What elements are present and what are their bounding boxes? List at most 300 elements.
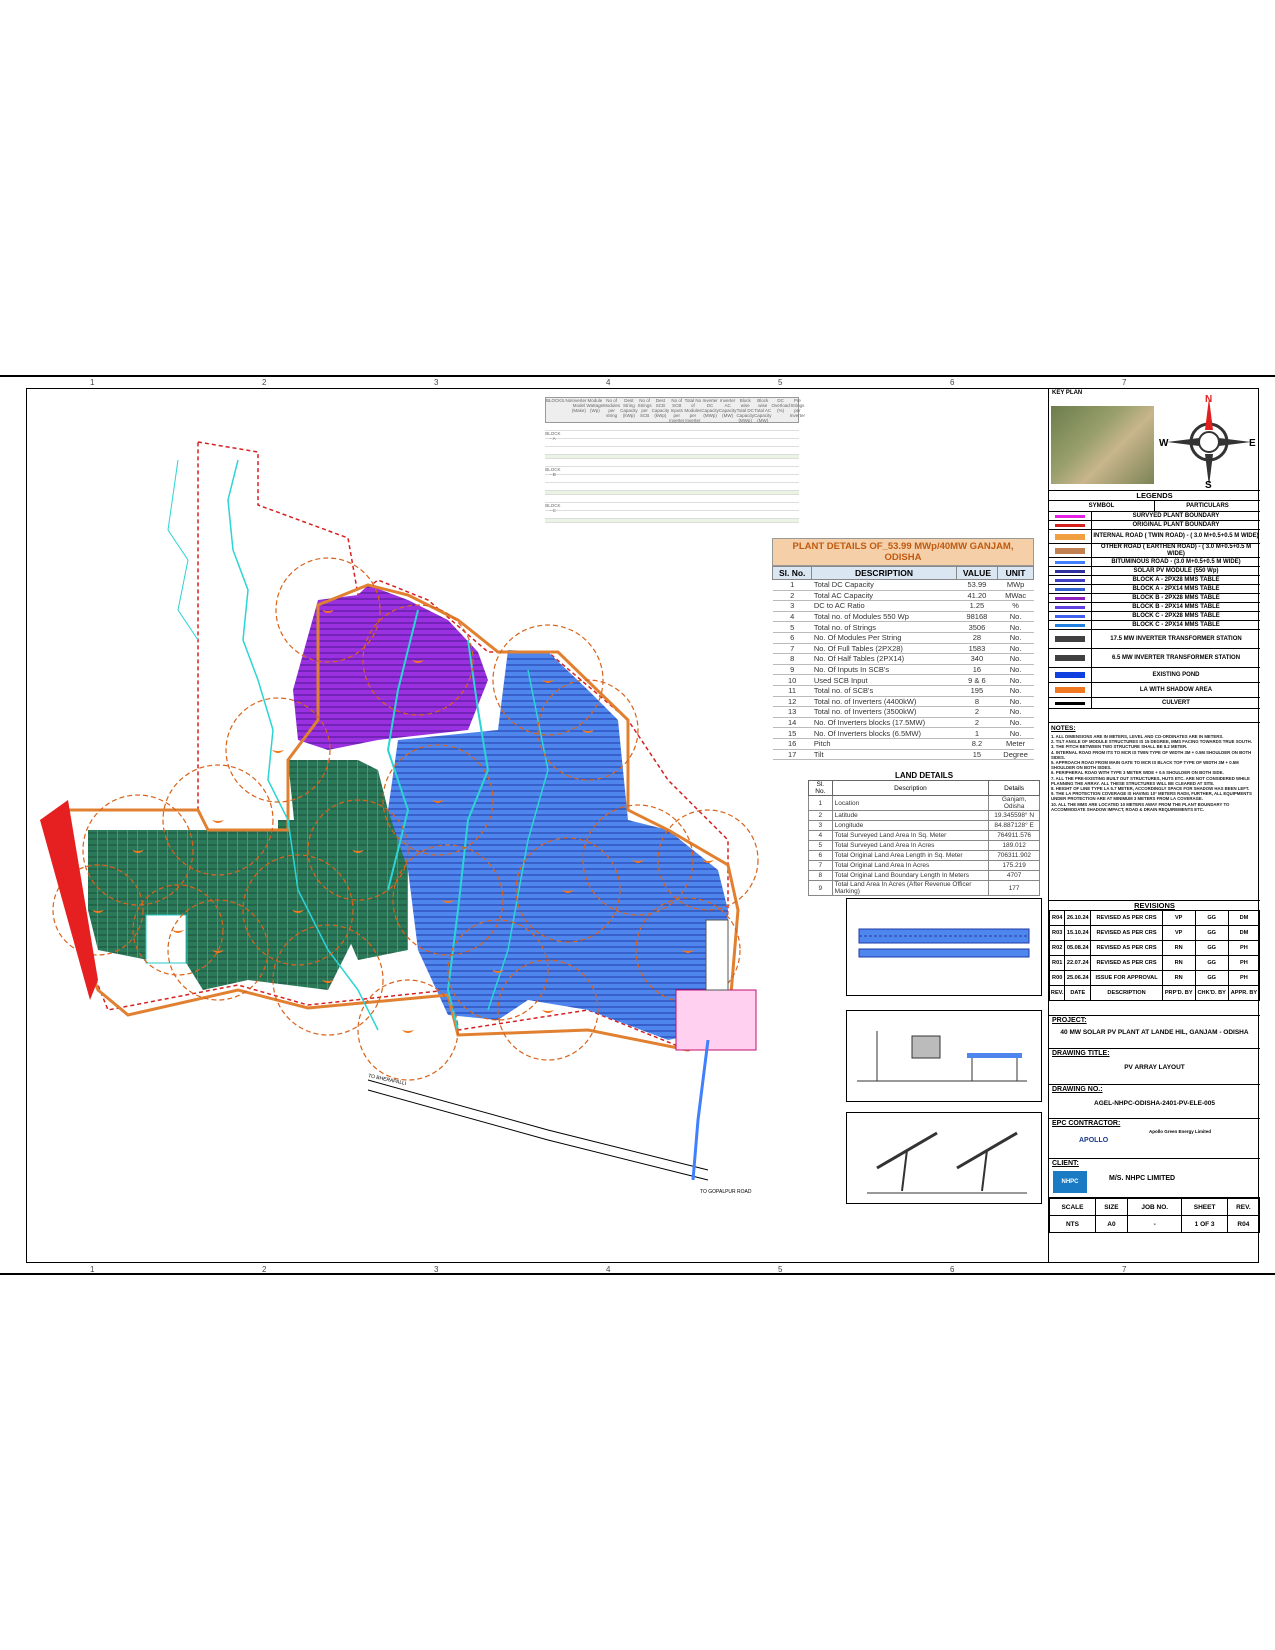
block-table-cell bbox=[561, 475, 577, 482]
legend-label: 17.5 MW INVERTER TRANSFORMER STATION bbox=[1110, 635, 1242, 642]
revision-row bbox=[1050, 926, 1260, 941]
table-cell: 5 bbox=[773, 622, 812, 633]
table-cell: 12 bbox=[773, 696, 812, 707]
block-table-cell bbox=[751, 459, 767, 466]
block-table-cell bbox=[767, 467, 783, 474]
block-table-cell bbox=[767, 511, 783, 518]
column-number: 2 bbox=[262, 378, 267, 387]
revision-cell: GG bbox=[1195, 956, 1228, 971]
table-cell: Total no. of Strings bbox=[812, 622, 956, 633]
revision-cell: RN bbox=[1162, 941, 1195, 956]
block-table-cell bbox=[561, 423, 577, 430]
block-c-14-icon bbox=[1055, 624, 1085, 627]
table-cell: 4 bbox=[809, 831, 833, 841]
block-table-cell bbox=[704, 439, 720, 446]
block-table-cell bbox=[593, 495, 609, 502]
table-row bbox=[773, 611, 1034, 622]
mms-structure-detail bbox=[846, 1112, 1042, 1204]
legend-row bbox=[1049, 512, 1260, 521]
block-name: BLOCK - B bbox=[545, 467, 561, 477]
block-table-header: Module Wattage (Wp) bbox=[586, 398, 604, 413]
column-number: 2 bbox=[262, 1265, 267, 1274]
legend-row bbox=[1049, 612, 1260, 621]
road-section-detail bbox=[846, 1010, 1042, 1102]
legend-symbol bbox=[1049, 668, 1092, 682]
table-cell: Total no. of SCB's bbox=[812, 685, 956, 696]
block-table-header: Inverter Model (Make) bbox=[571, 398, 587, 413]
notes-section bbox=[1049, 723, 1260, 901]
block-name: BLOCK - C bbox=[545, 503, 561, 513]
table-cell: 175.219 bbox=[989, 861, 1040, 871]
block-table-cell bbox=[720, 503, 736, 510]
revision-cell: GG bbox=[1195, 971, 1228, 986]
table-cell: 7 bbox=[773, 643, 812, 654]
note-item: 3. THE PITCH BETWEEN TWO STRUCTURE SHALL BE 8.2 METER. bbox=[1051, 744, 1188, 750]
legend-label: BLOCK A - 2PX14 MMS TABLE bbox=[1132, 585, 1220, 592]
block-table-cell bbox=[672, 495, 688, 502]
table-cell: 4 bbox=[773, 611, 812, 622]
revision-cell: RN bbox=[1162, 971, 1195, 986]
block-table-cell bbox=[751, 447, 767, 454]
key-plan-section bbox=[1049, 388, 1260, 491]
block-table-cell bbox=[751, 431, 767, 438]
table-row bbox=[773, 601, 1034, 612]
block-table-cell bbox=[688, 495, 704, 502]
table-cell: Total Surveyed Land Area In Acres bbox=[832, 841, 989, 851]
block-table-cell bbox=[783, 467, 799, 474]
block-table-cell bbox=[767, 483, 783, 490]
legend-row bbox=[1049, 630, 1260, 649]
sheet-info-section bbox=[1049, 1198, 1260, 1263]
block-table-cell bbox=[577, 503, 593, 510]
revision-cell: DM bbox=[1228, 926, 1259, 941]
block-table-cell bbox=[640, 495, 656, 502]
block-table-cell bbox=[624, 475, 640, 482]
revision-cell: 05.08.24 bbox=[1065, 941, 1091, 956]
drawing-title-section bbox=[1049, 1049, 1260, 1085]
table-cell: No. bbox=[998, 707, 1034, 718]
block-table-cell bbox=[577, 447, 593, 454]
legend-label: BLOCK C - 2PX14 MMS TABLE bbox=[1132, 621, 1220, 628]
block-table-cell bbox=[704, 459, 720, 466]
block-table-cell bbox=[736, 423, 752, 430]
table-cell: 16 bbox=[773, 738, 812, 749]
table-cell: 706311.902 bbox=[989, 851, 1040, 861]
legend-label: 6.5 MW INVERTER TRANSFORMER STATION bbox=[1111, 654, 1241, 661]
block-table-cell bbox=[720, 423, 736, 430]
block-table-cell bbox=[561, 431, 577, 438]
land-details-title: LAND DETAILS bbox=[894, 771, 954, 780]
table-cell: No. bbox=[998, 685, 1034, 696]
legend-label: BLOCK C - 2PX28 MMS TABLE bbox=[1132, 612, 1220, 619]
block-table-cell bbox=[656, 431, 672, 438]
block-table-cell bbox=[577, 459, 593, 466]
block-table-header: DC Overload (%) bbox=[771, 398, 790, 413]
table-cell: Total Surveyed Land Area In Sq. Meter bbox=[832, 831, 989, 841]
legend-row bbox=[1049, 649, 1260, 668]
block-table-cell bbox=[688, 467, 704, 474]
block-table-row bbox=[545, 511, 799, 519]
table-cell: 6 bbox=[773, 632, 812, 643]
column-number: 6 bbox=[950, 378, 955, 387]
table-cell: Used SCB Input bbox=[812, 675, 956, 686]
revision-cell: R04 bbox=[1050, 911, 1065, 926]
revision-cell: 22.07.24 bbox=[1065, 956, 1091, 971]
epc-label: EPC CONTRACTOR: bbox=[1052, 1120, 1121, 1127]
legend-label: BLOCK A - 2PX28 MMS TABLE bbox=[1132, 576, 1220, 583]
block-name bbox=[545, 423, 561, 430]
block-table-header: S.No bbox=[561, 398, 572, 403]
revision-cell: GG bbox=[1195, 911, 1228, 926]
block-table-cell bbox=[609, 459, 625, 466]
legend-label: OTHER ROAD ( EARTHEN ROAD) - ( 3.0 M+0.5+0.5 M WIDE) bbox=[1100, 543, 1252, 557]
legend-row bbox=[1049, 621, 1260, 630]
block-a-28-icon bbox=[1055, 579, 1085, 582]
block-table-cell bbox=[751, 467, 767, 474]
block-name bbox=[545, 459, 561, 466]
column-number: 5 bbox=[778, 1265, 783, 1274]
table-row bbox=[809, 796, 1040, 811]
legend-title: LEGENDS bbox=[1049, 491, 1260, 501]
sheet-info-value: NTS bbox=[1050, 1216, 1096, 1233]
twin-road-icon bbox=[1055, 534, 1085, 540]
table-cell: 4707 bbox=[989, 871, 1040, 881]
column-number: 1 bbox=[90, 378, 95, 387]
block-table-cell bbox=[688, 439, 704, 446]
revision-header: DATE bbox=[1065, 986, 1091, 1001]
block-table-cell bbox=[672, 431, 688, 438]
revision-header: CHK'D. BY bbox=[1195, 986, 1228, 1001]
block-table-cell bbox=[736, 459, 752, 466]
table-cell: DC to AC Ratio bbox=[812, 601, 956, 612]
block-table-cell bbox=[704, 447, 720, 454]
block-table-cell bbox=[720, 439, 736, 446]
block-b-14-icon bbox=[1055, 606, 1085, 609]
plant-details-header: Sl. No. bbox=[773, 567, 812, 580]
land-details-header: Sl. No. bbox=[809, 781, 833, 796]
legend-symbol bbox=[1049, 603, 1092, 611]
sheet-info-value: - bbox=[1127, 1216, 1182, 1233]
revision-header: PRP'D. BY bbox=[1162, 986, 1195, 1001]
block-table-cell bbox=[640, 475, 656, 482]
drawing-number-section bbox=[1049, 1085, 1260, 1119]
table-row bbox=[773, 664, 1034, 675]
legend-label: LA WITH SHADOW AREA bbox=[1139, 686, 1213, 693]
block-table-cell bbox=[767, 459, 783, 466]
table-cell: 2 bbox=[809, 811, 833, 821]
epc-section bbox=[1049, 1119, 1260, 1159]
revision-cell: 25.06.24 bbox=[1065, 971, 1091, 986]
table-cell: MWp bbox=[998, 580, 1034, 591]
table-cell: 13 bbox=[773, 707, 812, 718]
block-table-cell bbox=[656, 483, 672, 490]
key-plan-satellite-image bbox=[1051, 406, 1154, 484]
block-table-row bbox=[545, 503, 799, 511]
la-marker bbox=[402, 1030, 414, 1033]
block-table-cell bbox=[704, 431, 720, 438]
table-elevation-drawing bbox=[847, 899, 1041, 995]
block-table-row bbox=[545, 431, 799, 439]
legend-label: EXISTING POND bbox=[1152, 671, 1200, 678]
block-table-cell bbox=[593, 459, 609, 466]
block-table-cell bbox=[593, 447, 609, 454]
block-table-cell bbox=[640, 467, 656, 474]
legend-row bbox=[1049, 594, 1260, 603]
table-cell: Ganjam, Odisha bbox=[989, 796, 1040, 811]
block-table-cell bbox=[672, 467, 688, 474]
compass-icon bbox=[1159, 390, 1259, 490]
compass-s: S bbox=[1205, 480, 1212, 491]
block-b-area bbox=[293, 585, 488, 750]
block-table-cell bbox=[720, 511, 736, 518]
table-cell: MWac bbox=[998, 590, 1034, 601]
block-table-cell bbox=[640, 439, 656, 446]
table-row bbox=[773, 654, 1034, 665]
block-table-cell bbox=[736, 447, 752, 454]
table-cell: 2 bbox=[956, 707, 998, 718]
block-table-cell bbox=[720, 447, 736, 454]
table-cell: % bbox=[998, 601, 1034, 612]
drawing-title: PV ARRAY LAYOUT bbox=[1124, 1064, 1185, 1071]
earthen-road-icon bbox=[1055, 548, 1085, 554]
block-table-cell bbox=[767, 503, 783, 510]
legend-label: CULVERT bbox=[1162, 699, 1190, 706]
table-row bbox=[773, 696, 1034, 707]
block-table-cell bbox=[767, 447, 783, 454]
note-item: 7. ALL THE PRE-EXISTING BUILT OUT STRUCTURES, HUTS ETC. ARE NOT CONSIDERED WHILE PLANNING THE ARRAY. ALL THESE STRUCTURES WILL BE CLEARED AT SITE. bbox=[1051, 775, 1250, 786]
block-table-header: No of Strings per SCB bbox=[637, 398, 652, 418]
legend-row bbox=[1049, 521, 1260, 530]
block-table-cell bbox=[751, 439, 767, 446]
block-table-cell bbox=[609, 439, 625, 446]
legend-symbol bbox=[1049, 698, 1092, 708]
legend-row bbox=[1049, 603, 1260, 612]
block-table-cell bbox=[751, 475, 767, 482]
block-name bbox=[545, 447, 561, 454]
block-table-cell bbox=[736, 475, 752, 482]
table-cell: Total Original Land Boundary Length In Meters bbox=[832, 871, 989, 881]
revision-header: DESCRIPTION bbox=[1091, 986, 1163, 1001]
block-table-cell bbox=[767, 439, 783, 446]
drawing-number: AGEL-NHPC-ODISHA-2401-PV-ELE-005 bbox=[1094, 1100, 1215, 1107]
block-table-cell bbox=[688, 431, 704, 438]
project-name: 40 MW SOLAR PV PLANT AT LANDE HIL, GANJAM - ODISHA bbox=[1060, 1029, 1249, 1036]
block-table-separator bbox=[545, 519, 799, 523]
block-table-cell bbox=[720, 459, 736, 466]
block-table-cell bbox=[577, 511, 593, 518]
block-table-cell bbox=[767, 475, 783, 482]
table-cell: No. bbox=[998, 654, 1034, 665]
plant-details-header: DESCRIPTION bbox=[812, 567, 956, 580]
legend-symbol-header: SYMBOL bbox=[1049, 501, 1155, 511]
legend-particulars-header: PARTICULARS bbox=[1186, 502, 1229, 509]
block-table-cell bbox=[736, 483, 752, 490]
table-cell: Total DC Capacity bbox=[812, 580, 956, 591]
block-table-cell bbox=[640, 483, 656, 490]
block-table-cell bbox=[704, 483, 720, 490]
revision-cell: VP bbox=[1162, 926, 1195, 941]
block-name bbox=[545, 495, 561, 502]
legend-row bbox=[1049, 576, 1260, 585]
pv-module-icon bbox=[1055, 570, 1085, 573]
block-table-row bbox=[545, 495, 799, 503]
block-table-cell bbox=[577, 431, 593, 438]
table-cell: 1583 bbox=[956, 643, 998, 654]
block-name bbox=[545, 483, 561, 490]
table-cell: Total AC Capacity bbox=[812, 590, 956, 601]
legend-symbol bbox=[1049, 558, 1092, 566]
key-plan-label: KEY PLAN bbox=[1052, 390, 1083, 396]
revision-row bbox=[1050, 941, 1260, 956]
block-table-cell bbox=[720, 475, 736, 482]
table-cell: 41.20 bbox=[956, 590, 998, 601]
notes-title: NOTES: bbox=[1051, 725, 1076, 732]
note-item: 2. TILT ANGLE OF MODULE STRUCTURES IS 15 DEGREE, MMS FACING TOWARDS TRUE SOUTH. bbox=[1051, 739, 1252, 745]
table-cell: No. bbox=[998, 696, 1034, 707]
table-cell: No. bbox=[998, 717, 1034, 728]
table-row bbox=[773, 717, 1034, 728]
block-table-cell bbox=[577, 439, 593, 446]
table-cell: Total no. of Inverters (3500kW) bbox=[812, 707, 956, 718]
table-row bbox=[773, 728, 1034, 739]
table-row bbox=[809, 821, 1040, 831]
project-section bbox=[1049, 1016, 1260, 1049]
table-cell: 9 bbox=[809, 881, 833, 896]
revision-cell: VP bbox=[1162, 911, 1195, 926]
block-table-cell bbox=[656, 459, 672, 466]
block-table-cell bbox=[720, 431, 736, 438]
table-cell: 1.25 bbox=[956, 601, 998, 612]
note-item: 9. THE LA PROTECTION COVERAGE IS HAVING 10° METERS RADII, FURTHER, ALL EQUIPMENTS UNDER PROTECTION ARE AT MINIMUM 3 METERS FROM LA COVERAGE. bbox=[1051, 791, 1252, 802]
table-cell: Total Original Land Area In Acres bbox=[832, 861, 989, 871]
land-details-table bbox=[808, 771, 1040, 896]
legend-row bbox=[1049, 530, 1260, 544]
block-table-cell bbox=[704, 475, 720, 482]
table-cell: No. bbox=[998, 643, 1034, 654]
legend-symbol bbox=[1049, 630, 1092, 648]
compass-n: N bbox=[1205, 394, 1213, 405]
note-item: 5. APPROACH ROAD FROM MAIN GATE TO MCR IS BLACK TOP TYPE OF WIDTH 3M + 0.5M SHOULDER ON BOTH SIDES. bbox=[1051, 760, 1239, 771]
note-item: 10. ALL THE MMS ARE LOCATED 10 METERS AWAY FROM THE PLANT BOUNDARY TO ACCOMMODATE SHADOW IMPACT, ROAD & DRAIN REQUIREMENTS ETC. bbox=[1051, 801, 1230, 812]
block-table-cell bbox=[783, 475, 799, 482]
legend-row bbox=[1049, 698, 1260, 709]
block-table-cell bbox=[656, 439, 672, 446]
legend-row bbox=[1049, 567, 1260, 576]
table-cell: 84.887128° E bbox=[989, 821, 1040, 831]
table-cell: 8.2 bbox=[956, 738, 998, 749]
table-cell: Location bbox=[832, 796, 989, 811]
legend-label: SOLAR PV MODULE (550 Wp) bbox=[1133, 567, 1219, 574]
block-b-28-icon bbox=[1055, 597, 1085, 600]
block-table-cell bbox=[561, 439, 577, 446]
table-cell: 3506 bbox=[956, 622, 998, 633]
table-cell: 1 bbox=[809, 796, 833, 811]
block-table-cell bbox=[656, 503, 672, 510]
legend-symbol bbox=[1049, 521, 1092, 529]
table-cell: 7 bbox=[809, 861, 833, 871]
block-table-cell bbox=[783, 431, 799, 438]
block-table-cell bbox=[656, 495, 672, 502]
table-elevation-detail bbox=[846, 898, 1042, 996]
block-table-header: Inverter AC Capacity (MW) bbox=[718, 398, 737, 418]
control-room bbox=[706, 920, 728, 990]
bituminous-road bbox=[693, 1040, 708, 1180]
inverter-6-icon bbox=[1055, 655, 1085, 661]
legend-label: BITUMINOUS ROAD - (3.0 M+0.5+0.5 M WIDE) bbox=[1111, 558, 1241, 565]
table-cell: 28 bbox=[956, 632, 998, 643]
block-table-cell bbox=[672, 447, 688, 454]
sheet-info-header: SIZE bbox=[1095, 1199, 1127, 1216]
road-label-right: TO GOPALPUR ROAD bbox=[700, 1189, 752, 1195]
block-table-cell bbox=[783, 503, 799, 510]
table-cell: 1 bbox=[773, 580, 812, 591]
block-table-cell bbox=[640, 511, 656, 518]
block-table-row bbox=[545, 483, 799, 491]
table-cell: No. Of Inverters blocks (17.5MW) bbox=[812, 717, 956, 728]
table-cell: 2 bbox=[773, 590, 812, 601]
table-cell: Total Original Land Area Length in Sq. Meter bbox=[832, 851, 989, 861]
approach-road bbox=[368, 1080, 708, 1170]
revision-cell: PH bbox=[1228, 971, 1259, 986]
block-table-cell bbox=[561, 447, 577, 454]
column-number: 1 bbox=[90, 1265, 95, 1274]
table-cell: Longitude bbox=[832, 821, 989, 831]
block-table-cell bbox=[609, 475, 625, 482]
block-capacity-table bbox=[545, 397, 805, 523]
revision-row bbox=[1050, 971, 1260, 986]
table-row bbox=[773, 685, 1034, 696]
column-number: 7 bbox=[1122, 1265, 1127, 1274]
land-details-header: Description bbox=[832, 781, 989, 796]
block-table-cell bbox=[561, 459, 577, 466]
table-row bbox=[773, 580, 1034, 591]
block-table-cell bbox=[672, 483, 688, 490]
block-table-cell bbox=[751, 503, 767, 510]
table-cell: 1 bbox=[956, 728, 998, 739]
block-table-cell bbox=[751, 483, 767, 490]
block-table-cell bbox=[656, 467, 672, 474]
sheet-info-header: JOB NO. bbox=[1127, 1199, 1182, 1216]
legend-symbol bbox=[1049, 683, 1092, 697]
table-cell: 195 bbox=[956, 685, 998, 696]
block-table-cell bbox=[783, 511, 799, 518]
block-table-cell bbox=[783, 495, 799, 502]
legend-symbol bbox=[1049, 544, 1092, 557]
block-table-cell bbox=[672, 423, 688, 430]
block-table-cell bbox=[609, 495, 625, 502]
block-table-cell bbox=[720, 483, 736, 490]
note-item: 4. INTERNAL ROAD FROM ITS TO MCR IS TWIN TYPE OF WIDTH 3M + 0.5M SHOULDER ON BOTH SIDES. bbox=[1051, 749, 1252, 760]
table-cell: Total Land Area In Acres (After Revenue Officer Marking) bbox=[832, 881, 989, 896]
legend-label: BLOCK B - 2PX14 MMS TABLE bbox=[1132, 603, 1220, 610]
revision-cell: R01 bbox=[1050, 956, 1065, 971]
block-table-cell bbox=[783, 459, 799, 466]
table-cell: Tilt bbox=[812, 749, 956, 760]
legend-symbol bbox=[1049, 621, 1092, 629]
table-cell: Degree bbox=[998, 749, 1034, 760]
block-table-cell bbox=[609, 431, 625, 438]
compass-w: W bbox=[1159, 438, 1169, 449]
table-row bbox=[773, 675, 1034, 686]
legend-symbol bbox=[1049, 594, 1092, 602]
pond-icon bbox=[1055, 672, 1085, 678]
mms-structure-drawing bbox=[847, 1113, 1041, 1203]
legend-section bbox=[1049, 491, 1260, 723]
table-cell: Total no. of Modules 550 Wp bbox=[812, 611, 956, 622]
legend-label: INTERNAL ROAD ( TWIN ROAD) - ( 3.0 M+0.5+0.5 M WIDE) bbox=[1093, 533, 1259, 540]
existing-pond bbox=[146, 915, 186, 963]
table-row bbox=[773, 707, 1034, 718]
